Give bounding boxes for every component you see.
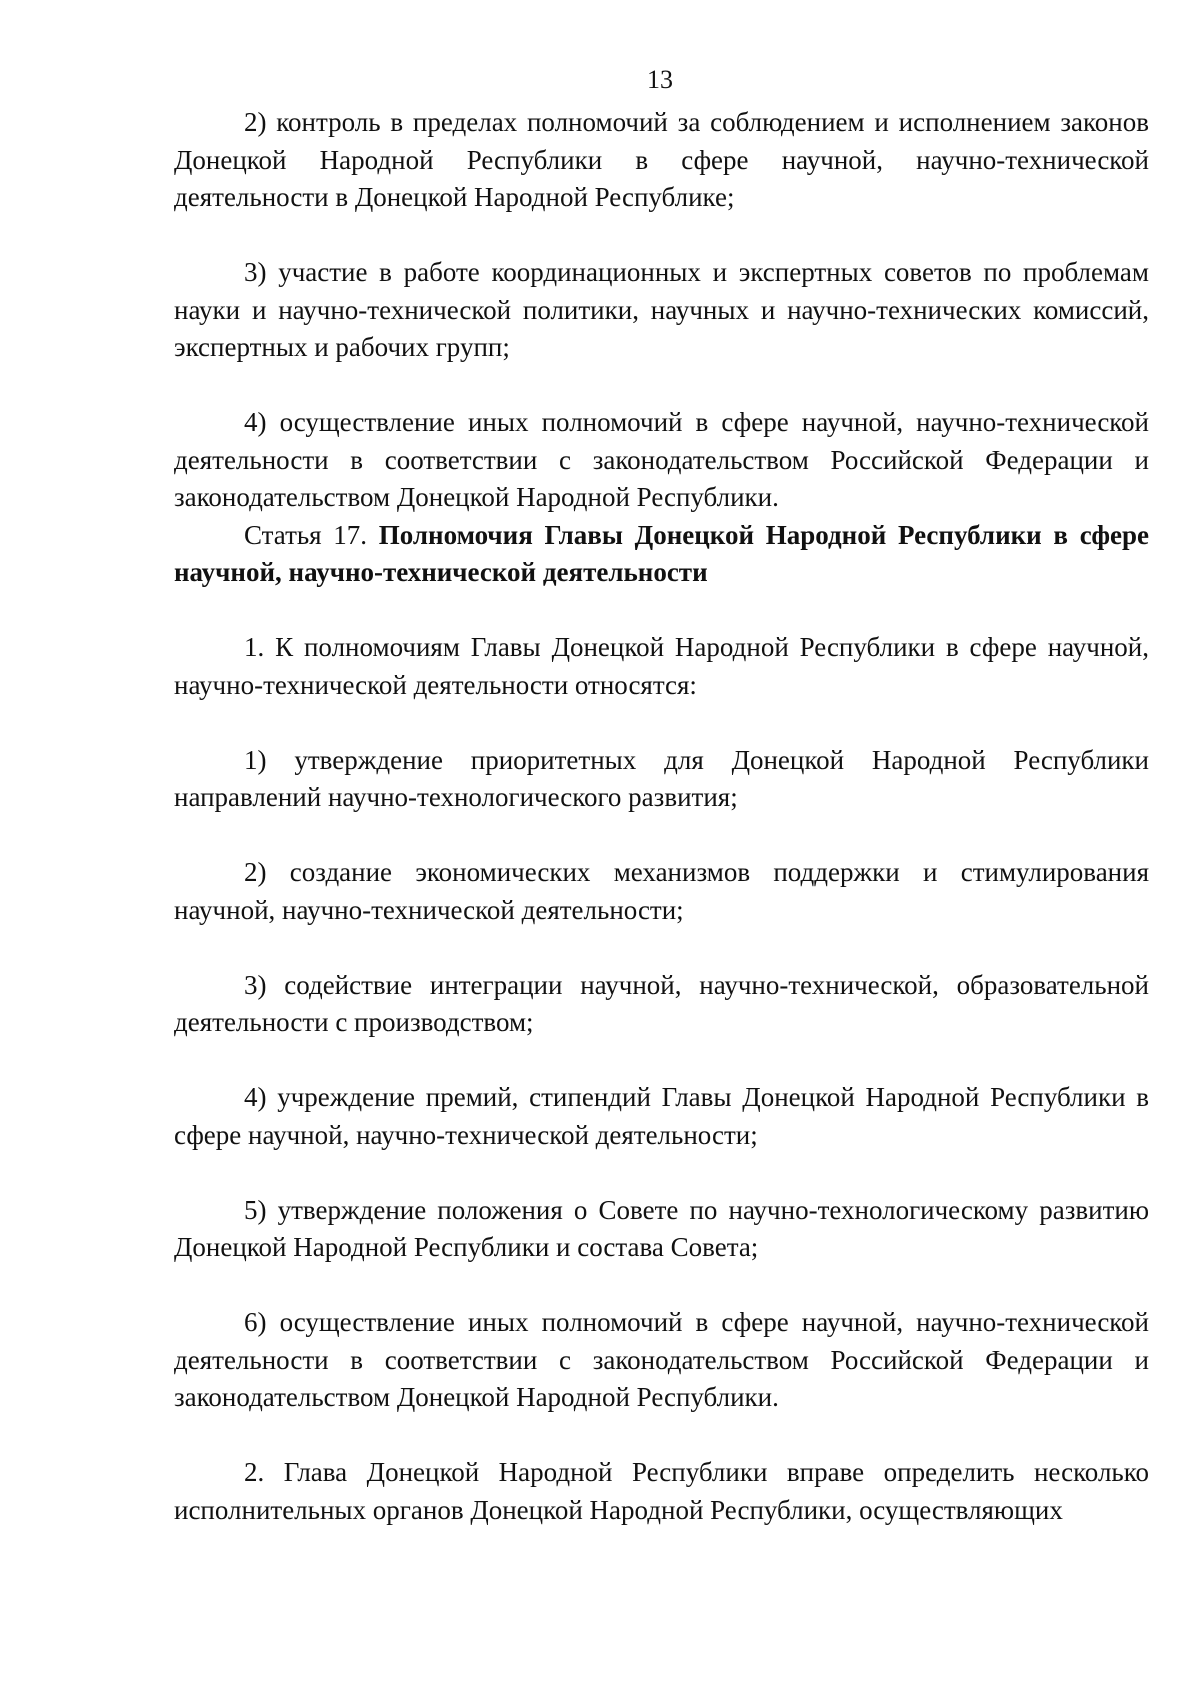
item-5: 5) утверждение положения о Совете по научно-технологическому развитию Донецкой Народной Республики и состава Совета; — [174, 1194, 1149, 1262]
page-number: 13 — [647, 65, 673, 94]
article-title: Полномочия Главы Донецкой Народной Республики в сфере научной, научно-технической деятельности — [174, 519, 1149, 587]
article-label: Статья 17. — [244, 519, 368, 550]
item-6: 6) осуществление иных полномочий в сфере научной, научно-технической деятельности в соответствии с законодательством Российской Федерации и законодательством Донецкой Народной Республики. — [174, 1307, 1149, 1412]
paragraph-4: 4) осуществление иных полномочий в сфере научной, научно-технической деятельности в соответствии с законодательством Российской Федерации и законодательством Донецкой Народной Республики. — [174, 407, 1149, 512]
clause-2: 2. Глава Донецкой Народной Республики вправе определить несколько исполнительных органов Донецкой Народной Республики, осуществляющих — [174, 1457, 1149, 1525]
paragraph-2: 2) контроль в пределах полномочий за соблюдением и исполнением законов Донецкой Народной Республики в сфере научной, научно-технической деятельности в Донецкой Народной Республике; — [174, 107, 1149, 212]
item-2: 2) создание экономических механизмов поддержки и стимулирования научной, научно-технической деятельности; — [174, 857, 1149, 925]
item-1: 1) утверждение приоритетных для Донецкой Народной Республики направлений научно-технологического развития; — [174, 744, 1149, 812]
document-body — [174, 104, 1149, 1529]
paragraph-3: 3) участие в работе координационных и экспертных советов по проблемам науки и научно-технической политики, научных и научно-технических комиссий, экспертных и рабочих групп; — [174, 257, 1149, 362]
item-4: 4) учреждение премий, стипендий Главы Донецкой Народной Республики в сфере научной, научно-технической деятельности; — [174, 1082, 1149, 1150]
item-3: 3) содействие интеграции научной, научно-технической, образовательной деятельности с производством; — [174, 969, 1149, 1037]
article-heading — [174, 517, 1149, 592]
clause-1-intro: 1. К полномочиям Главы Донецкой Народной Республики в сфере научной, научно-технической деятельности относятся: — [174, 632, 1149, 700]
